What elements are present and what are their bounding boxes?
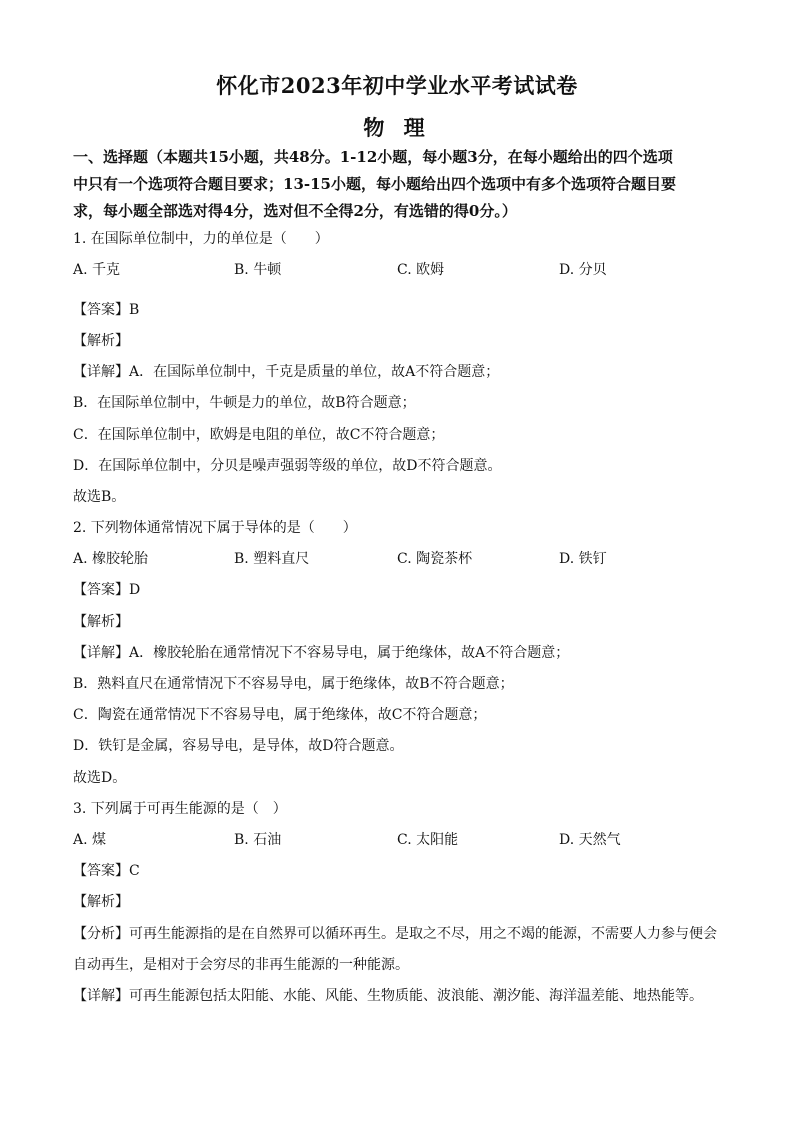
question-2-detail-line: 【详解】A．橡胶轮胎在通常情况下不容易导电，属于绝缘体，故A不符合题意； <box>73 645 570 661</box>
question-1-detail-line: B．在国际单位制中，牛顿是力的单位，故B符合题意； <box>73 395 416 411</box>
section-heading-line: 一、选择题（本题共15小题，共48分。1-12小题，每小题3分，在每小题给出的四个选项 <box>73 148 673 166</box>
question-3-option-d: D. 天然气 <box>559 832 621 848</box>
question-2-detail-line: C．陶瓷在通常情况下不容易导电，属于绝缘体，故C不符合题意； <box>73 707 487 723</box>
page-title: 怀化市2023年初中学业水平考试试卷 <box>216 73 578 98</box>
question-3-stem: 3. 下列属于可再生能源的是（ ） <box>73 801 287 817</box>
question-3-option-a: A. 煤 <box>73 832 107 848</box>
question-2-stem: 2. 下列物体通常情况下属于导体的是（ ） <box>73 520 357 536</box>
question-1-detail-line: D．在国际单位制中，分贝是噪声强弱等级的单位，故D不符合题意。 <box>73 458 502 474</box>
question-2-option-c: C. 陶瓷茶杯 <box>397 551 473 567</box>
question-2-analysis-label: 【解析】 <box>73 614 129 630</box>
page-subtitle: 物 理 <box>363 115 431 140</box>
question-2-detail-line: D．铁钉是金属，容易导电，是导体，故D符合题意。 <box>73 738 404 754</box>
question-1-option-c: C. 欧姆 <box>397 262 445 278</box>
section-heading-line: 中只有一个选项符合题目要求；13-15小题，每小题给出四个选项中有多个选项符合题目要 <box>73 175 676 193</box>
question-2-answer: 【答案】D <box>73 582 141 598</box>
question-1-detail-line: 【详解】A．在国际单位制中，千克是质量的单位，故A不符合题意； <box>73 364 500 380</box>
question-3-detail: 【详解】可再生能源包括太阳能、水能、风能、生物质能、波浪能、潮汐能、海洋温差能、地热能等。 <box>73 988 703 1004</box>
section-heading-line: 求，每小题全部选对得4分，选对但不全得2分，有选错的得0分。） <box>73 202 517 220</box>
question-3-fenxi-line: 自动再生，是相对于会穷尽的非再生能源的一种能源。 <box>73 957 409 973</box>
question-3-option-b: B. 石油 <box>234 832 282 848</box>
question-2-option-a: A. 橡胶轮胎 <box>73 551 149 567</box>
question-3-analysis-label: 【解析】 <box>73 894 129 910</box>
question-2-option-b: B. 塑料直尺 <box>234 551 310 567</box>
question-2-conclusion: 故选D。 <box>73 770 127 786</box>
question-3-fenxi-line: 【分析】可再生能源指的是在自然界可以循环再生。是取之不尽，用之不竭的能源，不需要人力参与便会 <box>73 926 717 942</box>
question-1-option-d: D. 分贝 <box>559 262 607 278</box>
question-1-conclusion: 故选B。 <box>73 489 126 505</box>
question-3-option-c: C. 太阳能 <box>397 832 459 848</box>
question-2-detail-line: B．熟料直尺在通常情况下不容易导电，属于绝缘体，故B不符合题意； <box>73 676 514 692</box>
question-1-option-a: A. 千克 <box>73 262 121 278</box>
question-1-detail-line: C．在国际单位制中，欧姆是电阻的单位，故C不符合题意； <box>73 427 445 443</box>
question-3-answer: 【答案】C <box>73 863 140 879</box>
question-1-analysis-label: 【解析】 <box>73 333 129 349</box>
question-1-stem: 1. 在国际单位制中，力的单位是（ ） <box>73 231 329 247</box>
question-1-answer: 【答案】B <box>73 302 140 318</box>
question-1-option-b: B. 牛顿 <box>234 262 282 278</box>
question-2-option-d: D. 铁钉 <box>559 551 607 567</box>
